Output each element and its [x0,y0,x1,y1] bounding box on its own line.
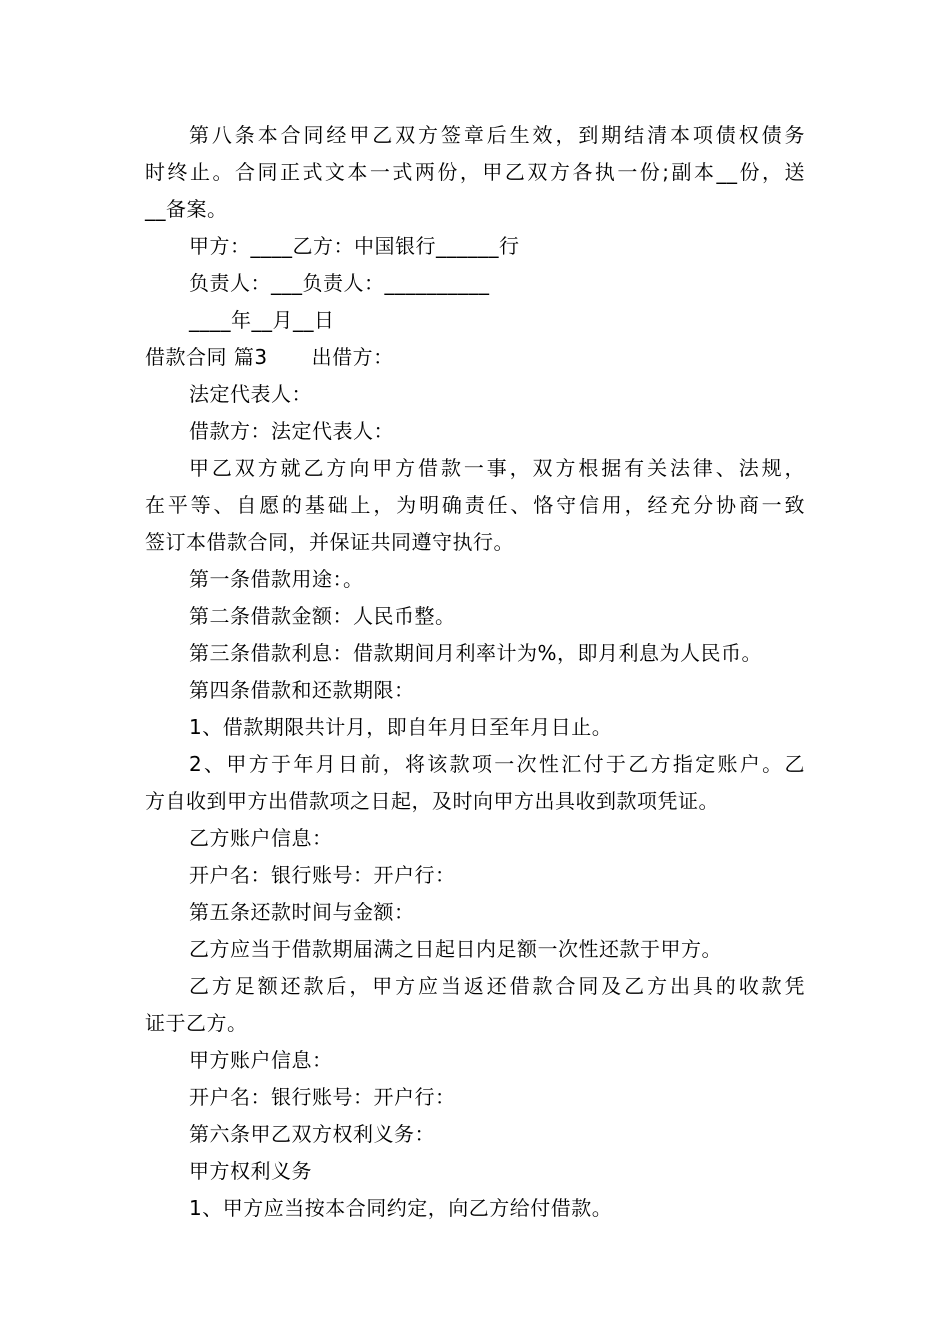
paragraph-line: 第八条本合同经甲乙双方签章后生效，到期结清本项债权债务 [189,123,805,147]
clause-line: 第一条借款用途：。 [189,567,364,591]
paragraph-line: 方自收到甲方出借款项之日起，及时向甲方出具收到款项凭证。 [145,789,719,813]
clause-line: 第五条还款时间与金额： [189,900,415,924]
paragraph-line: 开户名：银行账号：开户行： [189,1085,456,1109]
party-signature-line: 甲方：____乙方：中国银行______行 [189,234,520,258]
clause-line: 第六条甲乙双方权利义务： [189,1122,435,1146]
paragraph-line: 法定代表人： [189,382,312,406]
paragraph-line: 甲方账户信息： [189,1048,333,1072]
paragraph-line: 乙方应当于借款期届满之日起日内足额一次性还款于甲方。 [189,937,722,961]
clause-line: 第三条借款利息：借款期间月利率计为%，即月利息为人民币。 [189,641,763,665]
paragraph-line: 时终止。合同正式文本一式两份，甲乙双方各执一份;副本__份，送 [145,160,805,184]
paragraph-line: 乙方足额还款后，甲方应当返还借款合同及乙方出具的收款凭 [189,974,805,998]
clause-line: 第二条借款金额：人民币整。 [189,604,456,628]
paragraph-line: 证于乙方。 [145,1011,248,1035]
paragraph-line: 乙方账户信息： [189,826,333,850]
section-title: 借款合同 篇3 [145,345,268,369]
paragraph-line: 借款方：法定代表人： [189,419,394,443]
responsible-person-line: 负责人：___负责人：__________ [189,271,490,295]
lender-label: 出借方： [311,345,394,369]
date-line: ____年__月__日 [189,308,335,332]
section-heading [145,339,805,376]
paragraph-line: 甲方权利义务 [189,1159,312,1183]
paragraph-line: 甲乙双方就乙方向甲方借款一事，双方根据有关法律、法规， [189,456,805,480]
clause-item: 1、甲方应当按本合同约定，向乙方给付借款。 [189,1196,613,1220]
clause-item: 1、借款期限共计月，即自年月日至年月日止。 [189,715,613,739]
paragraph-line: 在平等、自愿的基础上，为明确责任、恪守信用，经充分协商一致 [145,493,805,517]
clause-line: 第四条借款和还款期限： [189,678,415,702]
paragraph-line: 签订本借款合同，并保证共同遵守执行。 [145,530,514,554]
paragraph-line: __备案。 [145,197,228,221]
paragraph-line: 开户名：银行账号：开户行： [189,863,456,887]
document-body [145,117,805,1227]
clause-item: 2、甲方于年月日前，将该款项一次性汇付于乙方指定账户。乙 [189,752,805,776]
